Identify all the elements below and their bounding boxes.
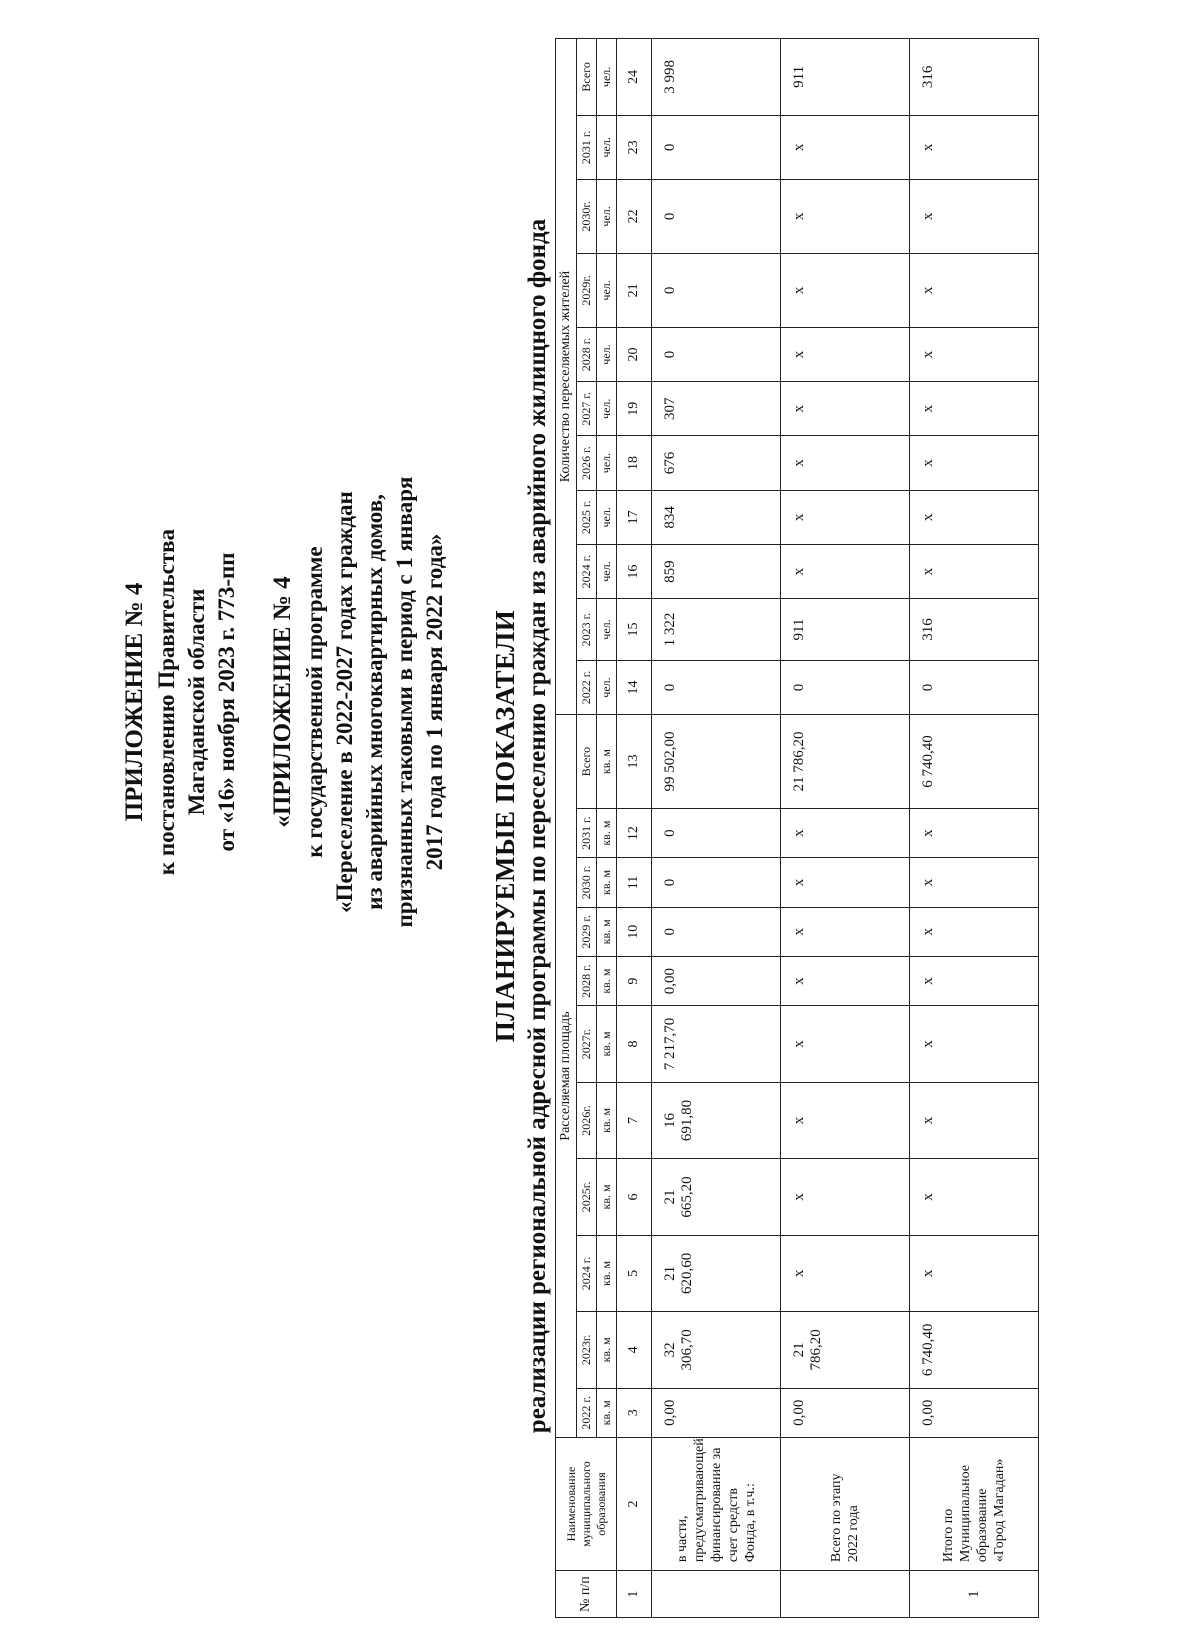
people-unit-header: чел.	[597, 327, 617, 381]
header-block	[120, 352, 450, 1052]
people-value-cell: 0	[652, 253, 781, 327]
people-value-cell: x	[781, 382, 910, 436]
people-value-cell: 911	[781, 39, 910, 116]
area-value-cell: 21 665,20	[652, 1159, 781, 1235]
row-name: в части, предусматривающей финансирование за счет средств Фонда, в т.ч.:	[652, 1437, 781, 1570]
column-index-row	[617, 39, 652, 1618]
area-unit-header: кв. м	[597, 715, 617, 809]
decree-line-2: Магаданской области	[184, 588, 209, 816]
column-index-cell: 15	[617, 599, 652, 661]
people-year-header: 2022 г.	[577, 660, 597, 714]
area-value-cell: 0	[652, 808, 781, 857]
table-row	[910, 39, 1039, 1618]
column-index-cell: 12	[617, 808, 652, 857]
column-index-cell: 13	[617, 715, 652, 809]
people-value-cell: x	[781, 253, 910, 327]
people-unit-header: чел.	[597, 382, 617, 436]
area-value-cell: 21 786,20	[781, 1312, 910, 1388]
area-value-cell: x	[781, 1159, 910, 1235]
area-unit-header: кв. м	[597, 858, 617, 907]
column-index-cell: 23	[617, 115, 652, 179]
column-index-cell: 10	[617, 907, 652, 956]
column-index-cell: 16	[617, 544, 652, 598]
people-year-header: 2026 г.	[577, 436, 597, 490]
area-unit-header: кв. м	[597, 1082, 617, 1158]
program-line-3: из аварийных многоквартирных домов,	[362, 494, 387, 910]
row-number: 1	[910, 1571, 1039, 1618]
column-index-cell: 20	[617, 327, 652, 381]
area-value-cell: 6 740,40	[910, 715, 1039, 809]
area-value-cell: x	[910, 808, 1039, 857]
area-unit-header: кв. м	[597, 907, 617, 956]
people-value-cell: 1 322	[652, 599, 781, 661]
people-unit-header: чел.	[597, 660, 617, 714]
program-line-5: 2017 года по 1 января 2022 года»	[422, 533, 447, 871]
area-value-cell: 6 740,40	[910, 1312, 1039, 1388]
people-year-header: 2023 г.	[577, 599, 597, 661]
area-value-cell: x	[910, 858, 1039, 907]
row-number	[781, 1571, 910, 1618]
document-subtitle: реализации региональной адресной программы по переселению граждан из аварийного жилищного фонда	[524, 218, 551, 1434]
row-name: Итого по Муниципальное образование «Город Магадан»	[910, 1437, 1039, 1570]
area-value-cell: 0,00	[781, 1388, 910, 1437]
people-value-cell: x	[910, 436, 1039, 490]
people-value-cell: x	[910, 179, 1039, 253]
indicators-table	[555, 38, 1039, 1618]
people-value-cell: x	[781, 179, 910, 253]
people-value-cell: 676	[652, 436, 781, 490]
area-unit-header: кв. м	[597, 1235, 617, 1311]
annex-title: ПРИЛОЖЕНИЕ № 4	[121, 582, 148, 822]
area-value-cell: 7 217,70	[652, 1006, 781, 1082]
people-value-cell: 911	[781, 599, 910, 661]
column-index-cell: 14	[617, 660, 652, 714]
row-name: Всего по этапу 2022 года	[781, 1437, 910, 1570]
area-value-cell: 21 786,20	[781, 715, 910, 809]
area-value-cell: x	[910, 1235, 1039, 1311]
area-value-cell: 16 691,80	[652, 1082, 781, 1158]
area-value-cell: 32 306,70	[652, 1312, 781, 1388]
area-year-header: 2028 г.	[577, 956, 597, 1005]
table-head	[556, 39, 617, 1618]
table-body	[617, 39, 1039, 1618]
table-row	[652, 39, 781, 1618]
people-value-cell: 0	[652, 660, 781, 714]
column-header-number: № п/п	[556, 1571, 617, 1618]
people-value-cell: 307	[652, 382, 781, 436]
area-year-header: 2024 г.	[577, 1235, 597, 1311]
people-unit-header: чел.	[597, 436, 617, 490]
people-value-cell: 0	[652, 115, 781, 179]
title-block	[488, 20, 554, 1632]
people-unit-header: чел.	[597, 544, 617, 598]
area-unit-header: кв. м	[597, 808, 617, 857]
area-value-cell: 0,00	[910, 1388, 1039, 1437]
people-year-header: 2025 г.	[577, 490, 597, 544]
program-line-2: «Переселение в 2022-2027 годах граждан	[332, 491, 357, 913]
people-value-cell: 834	[652, 490, 781, 544]
people-value-cell: 0	[781, 660, 910, 714]
people-value-cell: x	[781, 327, 910, 381]
area-year-header: 2031 г.	[577, 808, 597, 857]
area-value-cell: x	[781, 907, 910, 956]
people-value-cell: 3 998	[652, 39, 781, 116]
people-year-header: 2027 г.	[577, 382, 597, 436]
column-header-name: Наименование муниципального образования	[556, 1437, 617, 1570]
decree-date: от «16» ноября 2023 г. 773-пп	[214, 552, 239, 852]
people-unit-header: чел.	[597, 115, 617, 179]
area-unit-header: кв. м	[597, 1388, 617, 1437]
column-index-cell: 19	[617, 382, 652, 436]
area-value-cell: x	[781, 1082, 910, 1158]
people-unit-header: чел.	[597, 599, 617, 661]
area-value-cell: x	[781, 1006, 910, 1082]
people-value-cell: x	[781, 436, 910, 490]
column-index-cell: 6	[617, 1159, 652, 1235]
column-index-cell: 22	[617, 179, 652, 253]
group-header-people: Количество переселяемых жителей	[556, 39, 577, 715]
area-value-cell: 21 620,60	[652, 1235, 781, 1311]
people-value-cell: x	[781, 115, 910, 179]
area-year-header: 2022 г.	[577, 1388, 597, 1437]
people-value-cell: x	[910, 327, 1039, 381]
people-value-cell: x	[910, 382, 1039, 436]
people-unit-header: чел.	[597, 253, 617, 327]
people-value-cell: 859	[652, 544, 781, 598]
area-year-header: 2026г.	[577, 1082, 597, 1158]
table-row	[781, 39, 910, 1618]
area-value-cell: 0,00	[652, 1388, 781, 1437]
column-index-cell: 18	[617, 436, 652, 490]
area-value-cell: 99 502,00	[652, 715, 781, 809]
column-index-cell: 2	[617, 1437, 652, 1570]
area-value-cell: x	[781, 858, 910, 907]
area-value-cell: x	[910, 956, 1039, 1005]
column-index-cell: 17	[617, 490, 652, 544]
area-value-cell: x	[910, 907, 1039, 956]
indicators-table-wrap	[555, 38, 1075, 1618]
area-year-header: 2023г.	[577, 1312, 597, 1388]
people-value-cell: 0	[652, 327, 781, 381]
column-index-cell: 4	[617, 1312, 652, 1388]
column-index-cell: 1	[617, 1571, 652, 1618]
group-header-area: Расселяемая площадь	[556, 715, 577, 1438]
area-unit-header: кв. м	[597, 1312, 617, 1388]
people-value-cell: 0	[910, 660, 1039, 714]
area-year-header: 2030 г.	[577, 858, 597, 907]
people-year-header: Всего	[577, 39, 597, 116]
area-unit-header: кв. м	[597, 1159, 617, 1235]
column-index-cell: 5	[617, 1235, 652, 1311]
column-index-cell: 7	[617, 1082, 652, 1158]
people-value-cell: 0	[652, 179, 781, 253]
area-value-cell: 0	[652, 907, 781, 956]
area-value-cell: 0,00	[652, 956, 781, 1005]
row-number	[652, 1571, 781, 1618]
decree-line-1: к постановлению Правительства	[154, 528, 179, 876]
people-value-cell: x	[781, 544, 910, 598]
people-value-cell: x	[910, 115, 1039, 179]
people-value-cell: 316	[910, 39, 1039, 116]
area-value-cell: 0	[652, 858, 781, 907]
area-year-header: 2027г.	[577, 1006, 597, 1082]
area-year-header: Всего	[577, 715, 597, 809]
people-unit-header: чел.	[597, 39, 617, 116]
people-value-cell: x	[910, 490, 1039, 544]
column-index-cell: 3	[617, 1388, 652, 1437]
column-index-cell: 24	[617, 39, 652, 116]
program-line-1: к государственной программе	[302, 546, 327, 858]
header-row-units	[597, 39, 617, 1618]
column-index-cell: 21	[617, 253, 652, 327]
people-value-cell: x	[910, 544, 1039, 598]
area-value-cell: x	[781, 808, 910, 857]
area-year-header: 2025г.	[577, 1159, 597, 1235]
people-year-header: 2024 г.	[577, 544, 597, 598]
area-unit-header: кв. м	[597, 956, 617, 1005]
people-value-cell: x	[910, 253, 1039, 327]
people-year-header: 2030г.	[577, 179, 597, 253]
column-index-cell: 9	[617, 956, 652, 1005]
people-year-header: 2029г.	[577, 253, 597, 327]
area-value-cell: x	[910, 1159, 1039, 1235]
area-value-cell: x	[781, 1235, 910, 1311]
people-year-header: 2028 г.	[577, 327, 597, 381]
column-index-cell: 11	[617, 858, 652, 907]
people-unit-header: чел.	[597, 490, 617, 544]
area-value-cell: x	[781, 956, 910, 1005]
program-line-4: признанных таковыми в период с 1 января	[392, 476, 417, 928]
program-annex-title: «ПРИЛОЖЕНИЕ № 4	[269, 576, 296, 828]
area-year-header: 2029 г.	[577, 907, 597, 956]
people-value-cell: 316	[910, 599, 1039, 661]
column-index-cell: 8	[617, 1006, 652, 1082]
document-title: ПЛАНИРУЕМЫЕ ПОКАЗАТЕЛИ	[490, 609, 520, 1043]
area-value-cell: x	[910, 1082, 1039, 1158]
area-unit-header: кв. м	[597, 1006, 617, 1082]
header-row-groups	[556, 39, 577, 1618]
area-value-cell: x	[910, 1006, 1039, 1082]
people-unit-header: чел.	[597, 179, 617, 253]
people-value-cell: x	[781, 490, 910, 544]
people-year-header: 2031 г.	[577, 115, 597, 179]
header-row-years	[577, 39, 597, 1618]
